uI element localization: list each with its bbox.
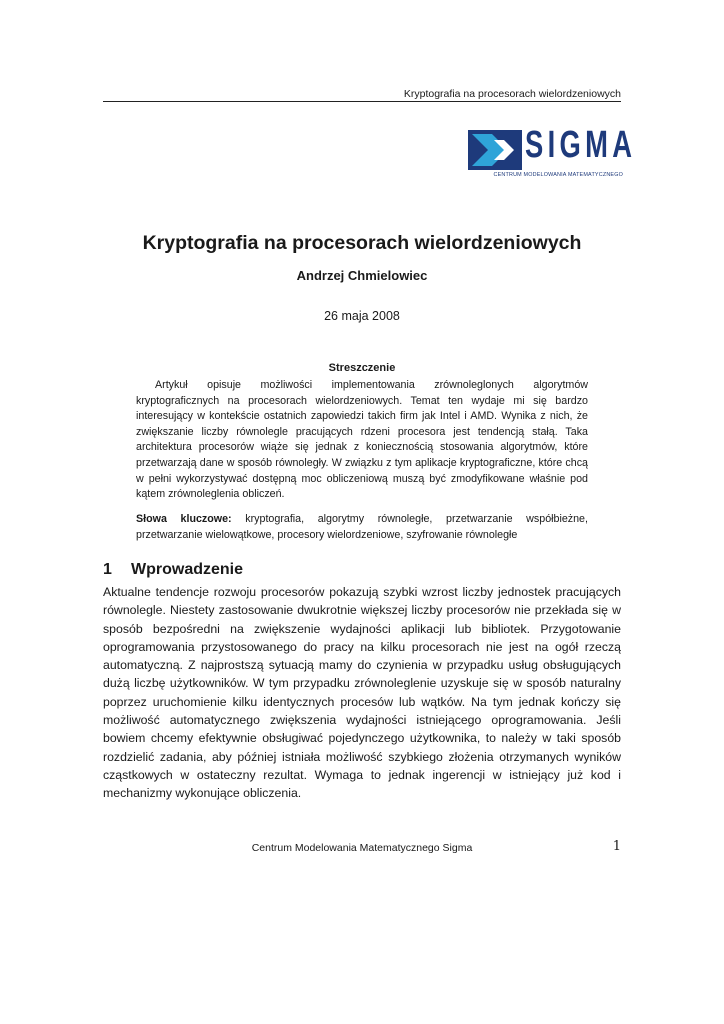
page-number: 1 — [612, 839, 621, 854]
keywords-label: Słowa kluczowe: — [136, 513, 232, 525]
running-header: Kryptografia na procesorach wielordzeniowych — [403, 88, 621, 100]
keywords-text: kryptografia, algorytmy równoległe, przetwarzanie współbieżne, przetwarzanie wielowątkowe, procesory wielordzeniowe, szyfrowanie równoległe — [136, 513, 588, 541]
sigma-arrow-icon — [468, 130, 522, 170]
section-number: 1 — [103, 561, 112, 578]
sigma-logo — [468, 124, 637, 180]
section-title: Wprowadzenie — [131, 561, 244, 578]
keywords — [136, 512, 588, 543]
logo-wordmark: SIGMA — [525, 124, 637, 166]
paper-author: Andrzej Chmielowiec — [296, 268, 428, 283]
section-body: Aktualne tendencje rozwoju procesorów pokazują szybki wzrost liczby jednostek pracujących równolegle. Niestety zastosowanie dwukrotnie większej liczby procesorów nie przekłada się w sposób bezpośredni na zwiększenie wydajności aplikacji lub bibliotek. Przygotowanie oprogramowania przystosowanego do pracy na kilku procesorach nie jest na ogół rzeczą automatyczną. Z najprostszą sytuacją mamy do czynienia w przypadku usług obsługujących dużą liczbę użytkowników. W tym przypadku zrównoleglenie uzyskuje się w sposób naturalny poprzez uruchomienie kilku identycznych procesów lub wątków. Na tym jednak kończy się możliwość automatycznego zwiększenia wydajności istniejącego oprogramowania. Jeśli bowiem chcemy efektywnie obsługiwać pojedynczego użytkownika, to należy w taki sposób rozdzielić zadania, aby później istniała możliwość szybkiego złożenia otrzymanych wyników cząstkowych w ostateczny rezultat. Wymaga to jednak ingerencji w istniejący już kod i mechanizmy wykonujące obliczenia. — [103, 585, 621, 801]
paper-title: Kryptografia na procesorach wielordzeniowych — [142, 232, 582, 254]
header-rule — [103, 101, 621, 102]
paper-date: 26 maja 2008 — [324, 309, 400, 323]
abstract-heading: Streszczenie — [328, 362, 396, 374]
abstract-text: Artykuł opisuje możliwości implementowania zrównoleglonych algorytmów kryptograficznych na procesorach wielordzeniowych. Temat ten wydaje mi się bardzo interesujący w kontekście ostatnich zapowiedzi takich firm jak Intel i AMD. Wynika z nich, że zwiększanie liczby równolegle pracujących rdzeni procesora jest tendencją stałą. Taka architektura procesorów wiąże się jednak z koniecznością stosowania algorytmów, które przetwarzają dane w sposób równoległy. W związku z tym aplikacje kryptograficzne, które chcą w pełni wykorzystywać dostępną moc obliczeniową muszą być zmodyfikowane właśnie pod kątem zrównoleglenia obliczeń. — [136, 379, 588, 501]
section-heading — [103, 561, 243, 579]
footer-text: Centrum Modelowania Matematycznego Sigma — [251, 842, 473, 854]
logo-subtitle: CENTRUM MODELOWANIA MATEMATYCZNEGO — [493, 172, 623, 178]
